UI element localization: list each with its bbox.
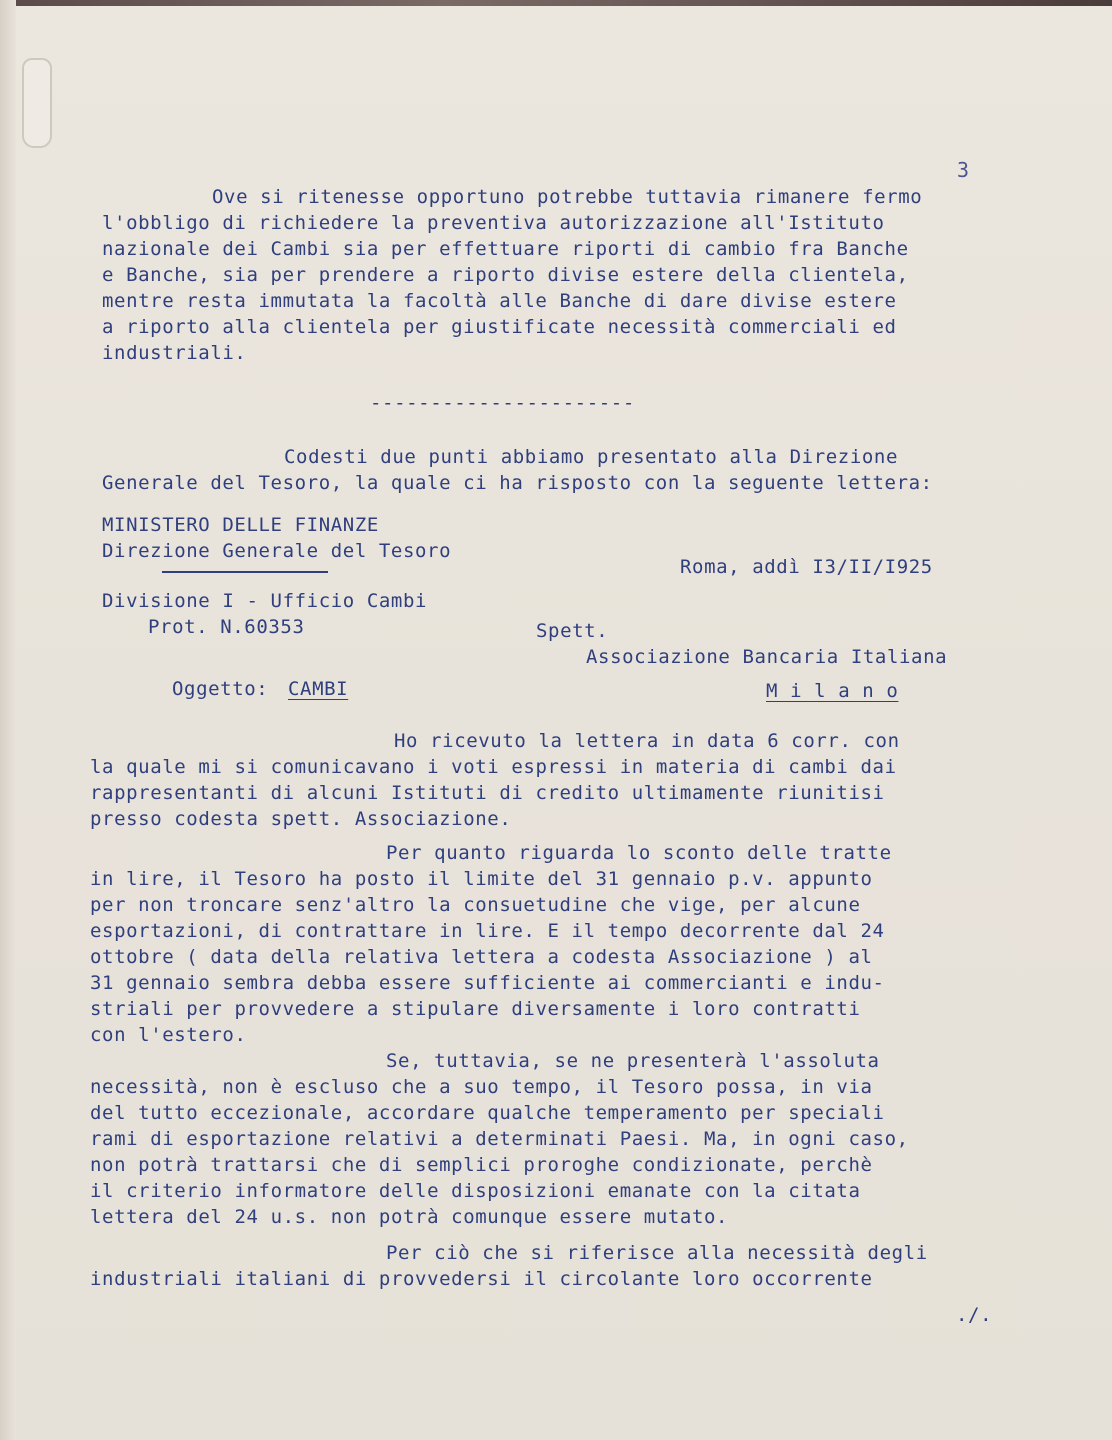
p4-line-5: ottobre ( data della relativa lettera a codesta Associazione ) al	[90, 946, 873, 968]
p1-line-4: e Banche, sia per prendere a riporto divise estere della clientela,	[102, 264, 909, 286]
p4-line-2: in lire, il Tesoro ha posto il limite del 31 gennaio p.v. appunto	[90, 868, 873, 890]
p1-line-5: mentre resta immutata la facoltà alle Banche di dare divise estere	[102, 290, 897, 312]
p5-line-6: il criterio informatore delle disposizioni emanate con la citata	[90, 1180, 861, 1202]
p6-line-1: Per ciò che si riferisce alla necessità degli	[386, 1242, 928, 1264]
p5-line-1: Se, tuttavia, se ne presenterà l'assoluta	[386, 1050, 880, 1072]
p1-line-3: nazionale dei Cambi sia per effettuare riporti di cambio fra Banche	[102, 238, 909, 260]
separator-line: ----------------------	[370, 392, 635, 414]
p4-line-1: Per quanto riguarda lo sconto delle tratte	[386, 842, 892, 864]
p5-line-2: necessità, non è escluso che a suo tempo, il Tesoro possa, in via	[90, 1076, 873, 1098]
recipient-city: M i l a n o	[766, 680, 899, 702]
direction-heading: Direzione Generale del Tesoro	[102, 540, 452, 562]
page-number: 3	[956, 158, 970, 182]
p1-line-2: l'obbligo di richiedere la preventiva autorizzazione all'Istituto	[102, 212, 885, 234]
p1-line-7: industriali.	[102, 342, 247, 364]
p3-line-1: Ho ricevuto la lettera in data 6 corr. con	[394, 730, 900, 752]
p1-line-1: Ove si ritenesse opportuno potrebbe tuttavia rimanere fermo	[212, 186, 923, 208]
left-page-edge	[0, 0, 16, 1440]
p2-line-2: Generale del Tesoro, la quale ci ha risposto con la seguente lettera:	[102, 472, 933, 494]
p5-line-7: lettera del 24 u.s. non potrà comunque essere mutato.	[90, 1206, 729, 1228]
division-heading: Divisione I - Ufficio Cambi	[102, 590, 428, 612]
p4-line-3: per non troncare senz'altro la consuetudine che vige, per alcune	[90, 894, 861, 916]
binding-tab	[22, 58, 52, 148]
p3-line-2: la quale mi si comunicavano i voti espressi in materia di cambi dai	[90, 756, 897, 778]
place-date: Roma, addì I3/II/I925	[680, 556, 933, 578]
p6-line-2: industriali italiani di provvedersi il circolante loro occorrente	[90, 1268, 873, 1290]
p5-line-3: del tutto eccezionale, accordare qualche temperamento per speciali	[90, 1102, 885, 1124]
recipient-name: Associazione Bancaria Italiana	[586, 646, 948, 668]
ministry-heading: MINISTERO DELLE FINANZE	[102, 514, 379, 536]
salutation: Spett.	[536, 620, 609, 642]
protocol-number: Prot. N.60353	[148, 616, 305, 638]
top-binding-band	[0, 0, 1112, 6]
p2-line-1: Codesti due punti abbiamo presentato alla Direzione	[284, 446, 898, 468]
p4-line-4: esportazioni, di contrattare in lire. E il tempo decorrente dal 24	[90, 920, 885, 942]
p4-line-6: 31 gennaio sembra debba essere sufficiente ai commercianti e indu-	[90, 972, 885, 994]
subject-label: Oggetto:	[172, 678, 269, 700]
p3-line-4: presso codesta spett. Associazione.	[90, 808, 512, 830]
p4-line-8: con l'estero.	[90, 1024, 247, 1046]
subject-value: CAMBI	[288, 678, 349, 700]
p5-line-5: non potrà trattarsi che di semplici proroghe condizionate, perchè	[90, 1154, 873, 1176]
p3-line-3: rappresentanti di alcuni Istituti di credito ultimamente riunitisi	[90, 782, 885, 804]
header-rule	[162, 571, 328, 573]
p1-line-6: a riporto alla clientela per giustificate necessità commerciali ed	[102, 316, 897, 338]
p5-line-4: rami di esportazione relativi a determinati Paesi. Ma, in ogni caso,	[90, 1128, 909, 1150]
p4-line-7: striali per provvedere a stipulare diversamente i loro contratti	[90, 998, 861, 1020]
continuation-mark: ./.	[956, 1304, 993, 1326]
